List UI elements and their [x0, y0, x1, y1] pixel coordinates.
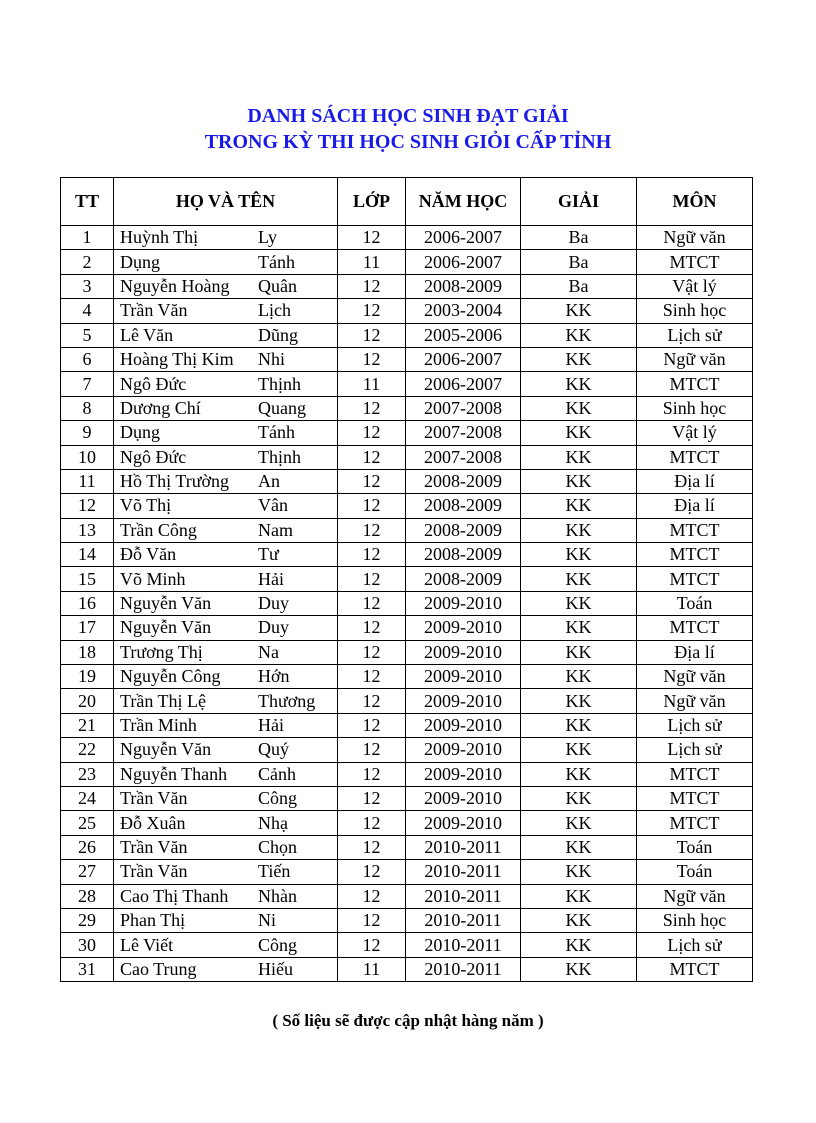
cell-class: 12 — [338, 299, 406, 323]
cell-tt: 29 — [61, 908, 114, 932]
cell-full-name — [114, 299, 338, 323]
page-title-line-2: TRONG KỲ THI HỌC SINH GIỎI CẤP TỈNH — [204, 131, 612, 153]
cell-class: 12 — [338, 274, 406, 298]
table-row — [61, 762, 753, 786]
given-name: Quân — [258, 275, 297, 296]
table-row — [61, 421, 753, 445]
table-row — [61, 494, 753, 518]
cell-class: 12 — [338, 908, 406, 932]
surname: Phan Thị — [120, 910, 186, 931]
cell-award: KK — [521, 299, 637, 323]
cell-full-name — [114, 494, 338, 518]
surname: Đỗ Văn — [120, 544, 177, 565]
surname: Đỗ Xuân — [120, 812, 186, 833]
cell-school-year: 2009-2010 — [406, 616, 521, 640]
cell-class: 12 — [338, 860, 406, 884]
cell-award: KK — [521, 738, 637, 762]
cell-tt: 23 — [61, 762, 114, 786]
cell-school-year: 2008-2009 — [406, 567, 521, 591]
surname: Dụng — [120, 251, 160, 272]
cell-full-name — [114, 591, 338, 615]
cell-tt: 11 — [61, 469, 114, 493]
cell-award: KK — [521, 567, 637, 591]
cell-subject: Lịch sử — [637, 323, 753, 347]
cell-award: KK — [521, 665, 637, 689]
surname: Trần Minh — [120, 715, 197, 735]
cell-school-year: 2010-2011 — [406, 908, 521, 932]
given-name: Công — [258, 934, 298, 955]
cell-award: KK — [521, 421, 637, 445]
table-row — [61, 835, 753, 859]
given-name: Chọn — [258, 836, 298, 857]
given-name: Na — [258, 641, 279, 662]
table-row — [61, 713, 753, 737]
given-name: Tánh — [258, 422, 295, 443]
cell-subject: MTCT — [637, 786, 753, 810]
surname: Cao Trung — [120, 958, 197, 979]
cell-tt: 18 — [61, 640, 114, 664]
cell-award: KK — [521, 396, 637, 420]
surname: Ngô Đức — [120, 373, 187, 394]
cell-subject: Ngữ văn — [637, 884, 753, 908]
header-award: GIẢI — [521, 178, 637, 226]
cell-tt: 30 — [61, 933, 114, 957]
cell-subject: Ngữ văn — [637, 665, 753, 689]
cell-tt: 2 — [61, 250, 114, 274]
given-name: Thịnh — [258, 373, 301, 394]
surname: Trần Văn — [120, 788, 188, 809]
cell-tt: 7 — [61, 372, 114, 396]
cell-subject: Lịch sử — [637, 933, 753, 957]
cell-school-year: 2005-2006 — [406, 323, 521, 347]
table-row — [61, 469, 753, 493]
cell-tt: 10 — [61, 445, 114, 469]
table-row — [61, 689, 753, 713]
surname: Nguyễn Công — [120, 666, 221, 687]
cell-school-year: 2010-2011 — [406, 933, 521, 957]
cell-award: Ba — [521, 226, 637, 250]
given-name: Duy — [258, 593, 289, 614]
cell-class: 12 — [338, 835, 406, 859]
cell-award: KK — [521, 762, 637, 786]
cell-school-year: 2008-2009 — [406, 518, 521, 542]
cell-tt: 31 — [61, 957, 114, 981]
cell-class: 12 — [338, 469, 406, 493]
cell-class: 12 — [338, 762, 406, 786]
cell-full-name — [114, 835, 338, 859]
cell-tt: 16 — [61, 591, 114, 615]
cell-tt: 3 — [61, 274, 114, 298]
surname: Trần Thị Lệ — [120, 690, 207, 711]
given-name: Quang — [258, 397, 306, 418]
cell-full-name — [114, 957, 338, 981]
surname: Trần Văn — [120, 836, 188, 857]
cell-award: KK — [521, 835, 637, 859]
given-name: Thương — [258, 690, 316, 711]
cell-full-name — [114, 421, 338, 445]
given-name: Vân — [258, 495, 288, 516]
cell-award: KK — [521, 640, 637, 664]
surname: Trần Văn — [120, 300, 188, 321]
cell-school-year: 2009-2010 — [406, 665, 521, 689]
cell-subject: MTCT — [637, 616, 753, 640]
surname: Trần Công — [120, 519, 197, 540]
header-school-year: NĂM HỌC — [406, 178, 521, 226]
cell-school-year: 2007-2008 — [406, 396, 521, 420]
cell-subject: Địa lí — [637, 640, 753, 664]
given-name: Hớn — [258, 666, 290, 687]
cell-tt: 13 — [61, 518, 114, 542]
given-name: Duy — [258, 617, 289, 638]
cell-subject: Sinh học — [637, 299, 753, 323]
given-name: Lịch — [258, 300, 291, 321]
table-row — [61, 616, 753, 640]
cell-school-year: 2008-2009 — [406, 543, 521, 567]
surname: Huỳnh Thị — [120, 227, 199, 248]
table-row — [61, 274, 753, 298]
cell-class: 11 — [338, 957, 406, 981]
given-name: Nam — [258, 519, 293, 540]
cell-award: KK — [521, 543, 637, 567]
cell-school-year: 2006-2007 — [406, 250, 521, 274]
cell-award: KK — [521, 957, 637, 981]
cell-class: 12 — [338, 616, 406, 640]
surname: Võ Minh — [120, 568, 186, 589]
cell-subject: MTCT — [637, 957, 753, 981]
cell-school-year: 2010-2011 — [406, 835, 521, 859]
cell-award: KK — [521, 908, 637, 932]
table-row — [61, 738, 753, 762]
cell-award: KK — [521, 323, 637, 347]
cell-class: 11 — [338, 250, 406, 274]
given-name: Công — [258, 788, 298, 809]
cell-tt: 22 — [61, 738, 114, 762]
cell-school-year: 2007-2008 — [406, 445, 521, 469]
cell-award: Ba — [521, 274, 637, 298]
cell-full-name — [114, 738, 338, 762]
cell-class: 12 — [338, 543, 406, 567]
surname: Võ Thị — [120, 495, 172, 516]
cell-school-year: 2010-2011 — [406, 884, 521, 908]
cell-subject: MTCT — [637, 762, 753, 786]
given-name: Tiến — [258, 861, 291, 882]
table-row — [61, 347, 753, 371]
table-row — [61, 860, 753, 884]
cell-school-year: 2009-2010 — [406, 786, 521, 810]
cell-subject: Lịch sử — [637, 738, 753, 762]
given-name: Thịnh — [258, 446, 301, 467]
cell-full-name — [114, 933, 338, 957]
cell-class: 12 — [338, 933, 406, 957]
table-header-row — [61, 178, 753, 226]
surname: Hồ Thị Trường — [120, 471, 229, 492]
cell-subject: MTCT — [637, 567, 753, 591]
given-name: Ni — [258, 910, 276, 931]
cell-subject: Địa lí — [637, 469, 753, 493]
header-tt: TT — [61, 178, 114, 226]
cell-school-year: 2006-2007 — [406, 226, 521, 250]
given-name: Hải — [258, 715, 284, 735]
cell-full-name — [114, 347, 338, 371]
table-row — [61, 884, 753, 908]
cell-school-year: 2009-2010 — [406, 738, 521, 762]
table-row — [61, 957, 753, 981]
cell-award: KK — [521, 884, 637, 908]
cell-subject: Lịch sử — [637, 713, 753, 737]
cell-school-year: 2010-2011 — [406, 860, 521, 884]
cell-full-name — [114, 396, 338, 420]
cell-class: 12 — [338, 738, 406, 762]
cell-tt: 12 — [61, 494, 114, 518]
cell-class: 12 — [338, 786, 406, 810]
cell-subject: Vật lý — [637, 421, 753, 445]
given-name: Cảnh — [258, 763, 296, 784]
header-subject: MÔN — [637, 178, 753, 226]
cell-award: KK — [521, 616, 637, 640]
cell-class: 12 — [338, 567, 406, 591]
cell-school-year: 2003-2004 — [406, 299, 521, 323]
cell-tt: 19 — [61, 665, 114, 689]
surname: Dụng — [120, 422, 160, 443]
cell-full-name — [114, 689, 338, 713]
cell-award: KK — [521, 860, 637, 884]
table-row — [61, 250, 753, 274]
cell-full-name — [114, 762, 338, 786]
given-name: Nhạ — [258, 812, 288, 833]
header-full-name: HỌ VÀ TÊN — [114, 178, 338, 226]
cell-full-name — [114, 543, 338, 567]
cell-class: 12 — [338, 421, 406, 445]
cell-subject: Ngữ văn — [637, 347, 753, 371]
cell-school-year: 2008-2009 — [406, 469, 521, 493]
cell-class: 12 — [338, 591, 406, 615]
cell-class: 12 — [338, 811, 406, 835]
cell-full-name — [114, 713, 338, 737]
cell-full-name — [114, 274, 338, 298]
cell-tt: 25 — [61, 811, 114, 835]
cell-class: 12 — [338, 347, 406, 371]
cell-subject: Địa lí — [637, 494, 753, 518]
footnote: ( Số liệu sẽ được cập nhật hàng năm ) — [272, 1011, 544, 1030]
cell-school-year: 2009-2010 — [406, 640, 521, 664]
table-row — [61, 591, 753, 615]
cell-school-year: 2008-2009 — [406, 274, 521, 298]
cell-class: 12 — [338, 445, 406, 469]
surname: Ngô Đức — [120, 446, 187, 467]
cell-school-year: 2006-2007 — [406, 372, 521, 396]
given-name: Quý — [258, 739, 289, 760]
cell-class: 12 — [338, 323, 406, 347]
cell-tt: 14 — [61, 543, 114, 567]
cell-full-name — [114, 908, 338, 932]
surname: Cao Thị Thanh — [120, 885, 229, 906]
cell-class: 12 — [338, 665, 406, 689]
cell-full-name — [114, 372, 338, 396]
table-row — [61, 567, 753, 591]
cell-tt: 17 — [61, 616, 114, 640]
table-row — [61, 908, 753, 932]
cell-subject: MTCT — [637, 811, 753, 835]
cell-full-name — [114, 860, 338, 884]
cell-full-name — [114, 665, 338, 689]
surname: Lê Viết — [120, 934, 174, 955]
cell-school-year: 2009-2010 — [406, 811, 521, 835]
table-row — [61, 665, 753, 689]
cell-tt: 8 — [61, 396, 114, 420]
table-row — [61, 372, 753, 396]
table-row — [61, 933, 753, 957]
cell-award: KK — [521, 591, 637, 615]
cell-class: 12 — [338, 640, 406, 664]
cell-award: KK — [521, 518, 637, 542]
table-row — [61, 396, 753, 420]
cell-tt: 21 — [61, 713, 114, 737]
table-row — [61, 445, 753, 469]
cell-class: 12 — [338, 689, 406, 713]
given-name: Dũng — [258, 324, 298, 345]
cell-subject: MTCT — [637, 543, 753, 567]
cell-award: KK — [521, 494, 637, 518]
cell-school-year: 2010-2011 — [406, 957, 521, 981]
cell-tt: 1 — [61, 226, 114, 250]
table-row — [61, 518, 753, 542]
cell-tt: 15 — [61, 567, 114, 591]
page-title-line-1: DANH SÁCH HỌC SINH ĐẠT GIẢI — [247, 105, 569, 127]
cell-award: KK — [521, 933, 637, 957]
table-row — [61, 299, 753, 323]
given-name: Tư — [258, 544, 279, 565]
given-name: Ly — [258, 227, 278, 248]
surname: Nguyễn Văn — [120, 593, 212, 614]
cell-school-year: 2008-2009 — [406, 494, 521, 518]
cell-class: 12 — [338, 713, 406, 737]
surname: Nguyễn Thanh — [120, 763, 228, 784]
cell-full-name — [114, 226, 338, 250]
cell-subject: MTCT — [637, 372, 753, 396]
cell-school-year: 2009-2010 — [406, 713, 521, 737]
cell-award: KK — [521, 372, 637, 396]
cell-tt: 28 — [61, 884, 114, 908]
cell-award: KK — [521, 811, 637, 835]
award-table — [60, 177, 753, 982]
given-name: An — [258, 471, 280, 492]
cell-full-name — [114, 640, 338, 664]
cell-award: KK — [521, 445, 637, 469]
surname: Nguyễn Văn — [120, 739, 212, 760]
given-name: Hải — [258, 568, 284, 589]
surname: Nguyễn Hoàng — [120, 275, 230, 296]
cell-school-year: 2009-2010 — [406, 689, 521, 713]
cell-school-year: 2009-2010 — [406, 591, 521, 615]
cell-subject: Sinh học — [637, 908, 753, 932]
table-row — [61, 323, 753, 347]
cell-full-name — [114, 469, 338, 493]
cell-subject: Toán — [637, 860, 753, 884]
cell-award: Ba — [521, 250, 637, 274]
cell-subject: Ngữ văn — [637, 689, 753, 713]
cell-tt: 5 — [61, 323, 114, 347]
header-class: LỚP — [338, 178, 406, 226]
cell-full-name — [114, 518, 338, 542]
cell-subject: MTCT — [637, 518, 753, 542]
cell-full-name — [114, 811, 338, 835]
cell-tt: 9 — [61, 421, 114, 445]
cell-award: KK — [521, 347, 637, 371]
cell-school-year: 2009-2010 — [406, 762, 521, 786]
cell-award: KK — [521, 689, 637, 713]
cell-subject: MTCT — [637, 250, 753, 274]
cell-class: 12 — [338, 226, 406, 250]
surname: Trương Thị — [120, 641, 203, 662]
cell-subject: Vật lý — [637, 274, 753, 298]
surname: Nguyễn Văn — [120, 617, 212, 638]
cell-tt: 20 — [61, 689, 114, 713]
surname: Lê Văn — [120, 324, 174, 345]
cell-tt: 24 — [61, 786, 114, 810]
given-name: Nhàn — [258, 885, 297, 906]
cell-subject: Toán — [637, 591, 753, 615]
table-row — [61, 640, 753, 664]
surname: Trần Văn — [120, 861, 188, 882]
table-row — [61, 786, 753, 810]
cell-subject: Sinh học — [637, 396, 753, 420]
cell-award: KK — [521, 469, 637, 493]
cell-class: 11 — [338, 372, 406, 396]
table-row — [61, 543, 753, 567]
surname: Dương Chí — [120, 397, 201, 418]
cell-class: 12 — [338, 518, 406, 542]
cell-full-name — [114, 445, 338, 469]
cell-subject: MTCT — [637, 445, 753, 469]
given-name: Tánh — [258, 251, 295, 272]
given-name: Nhi — [258, 349, 285, 370]
cell-tt: 6 — [61, 347, 114, 371]
cell-class: 12 — [338, 884, 406, 908]
cell-award: KK — [521, 713, 637, 737]
cell-class: 12 — [338, 494, 406, 518]
cell-school-year: 2006-2007 — [406, 347, 521, 371]
cell-full-name — [114, 250, 338, 274]
cell-subject: Toán — [637, 835, 753, 859]
table-row — [61, 811, 753, 835]
cell-subject: Ngữ văn — [637, 226, 753, 250]
given-name: Hiếu — [258, 958, 293, 979]
surname: Hoàng Thị Kim — [120, 349, 234, 370]
cell-full-name — [114, 567, 338, 591]
cell-tt: 27 — [61, 860, 114, 884]
cell-tt: 26 — [61, 835, 114, 859]
cell-award: KK — [521, 786, 637, 810]
cell-full-name — [114, 786, 338, 810]
cell-full-name — [114, 323, 338, 347]
cell-tt: 4 — [61, 299, 114, 323]
cell-full-name — [114, 884, 338, 908]
cell-school-year: 2007-2008 — [406, 421, 521, 445]
table-row — [61, 226, 753, 250]
cell-full-name — [114, 616, 338, 640]
cell-class: 12 — [338, 396, 406, 420]
